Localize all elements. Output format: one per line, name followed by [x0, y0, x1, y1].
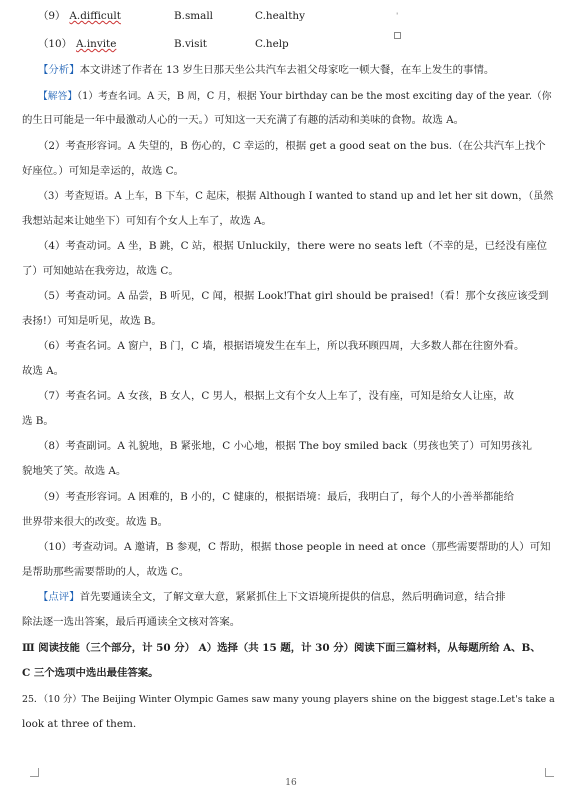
question-number: （9） [38, 10, 66, 22]
option-b-q9: B.small [174, 10, 213, 22]
answer-line: （10）考查动词。A 邀请，B 参观，C 帮助，根据 those people in need at once（那些需要帮助的人）可知 [38, 541, 551, 553]
answer-line: （6）考查名词。A 窗户，B 门，C 墙，根据语境发生在车上，所以我环顾四周，大多数人都在往窗外看。 [38, 340, 525, 352]
question-25-cont: look at three of them. [22, 718, 137, 730]
option-c-q9: C.healthy [255, 10, 305, 22]
crop-mark [545, 768, 554, 777]
answer-text: （1）考查名词。A 天，B 周，C 月，根据 Your birthday can be the most exciting day of the year.（你 [77, 91, 552, 102]
answer-line: （8）考查副词。A 礼貌地，B 紧张地，C 小心地，根据 The boy smiled back（男孩也笑了）可知男孩礼 [38, 440, 532, 452]
question-number: （10） [38, 38, 73, 50]
crop-mark [30, 768, 39, 777]
analysis-line [38, 64, 494, 77]
answer-line: 好座位。）可知是幸运的，故选 C。 [22, 165, 184, 177]
analysis-tag: 【分析】 [38, 64, 80, 76]
comment-line [38, 591, 506, 604]
answer-line: 的生日可能是一年中最激动人心的一天。）可知这一天充满了有趣的活动和美味的食物。故选 A。 [22, 114, 465, 126]
option-c-q10: C.help [255, 38, 289, 50]
answer-line: （2）考查形容词。A 失望的，B 伤心的，C 幸运的，根据 get a good seat on the bus.（在公共汽车上找个 [38, 140, 546, 152]
answer-line: （4）考查动词。A 坐，B 跳，C 站，根据 Unluckily，there were no seats left（不幸的是，已经没有座位 [38, 240, 548, 252]
answer-line: （9）考查形容词。A 困难的，B 小的，C 健康的，根据语境：最后，我明白了，每个人的小善举都能给 [38, 491, 515, 503]
answer-line: 选 B。 [22, 415, 54, 427]
option-row-q10 [38, 38, 116, 51]
section-heading: Ⅲ 阅读技能（三个部分，计 50 分） A）选择（共 15 题，计 30 分）阅读下面三篇材料，从每题所给 A、B、 [22, 642, 541, 654]
comment-tag: 【点评】 [38, 591, 80, 603]
answer-line: 故选 A。 [22, 365, 64, 377]
answer-tag: 【解答】 [38, 91, 78, 102]
analysis-text: 本文讲述了作者在 13 岁生日那天坐公共汽车去祖父母家吃一顿大餐，在车上发生的事情。 [79, 64, 495, 76]
answer-line: 我想站起来让她坐下）可知有个女人上车了，故选 A。 [22, 215, 272, 227]
comment-text: 首先要通读全文，了解文章大意，紧紧抓住上下文语境所提供的信息，然后明确词意，结合排 [79, 591, 506, 603]
option-row-q9 [38, 10, 121, 23]
answer-line: 表扬!）可知是听见，故选 B。 [22, 315, 162, 327]
anchor-box [394, 32, 401, 39]
answer-line: 貌地笑了笑。故选 A。 [22, 465, 127, 477]
option-a: A.difficult [69, 10, 121, 22]
answer-line [38, 90, 552, 103]
edit-mark: ˈ [396, 12, 399, 21]
answer-line: （7）考查名词。A 女孩，B 女人，C 男人，根据上文有个女人上车了，没有座，可知是给女人让座，故 [38, 390, 515, 402]
answer-line: （3）考查短语。A 上车，B 下车，C 起床，根据 Although I wanted to stand up and let her sit down，（虽然 [38, 191, 554, 202]
section-heading-2: C 三个选项中选出最佳答案。 [22, 667, 159, 679]
answer-line: 是帮助那些需要帮助的人，故选 C。 [22, 566, 190, 578]
option-a: A.invite [76, 38, 117, 50]
question-25: 25．（10 分）The Beijing Winter Olympic Games saw many young players shine on the biggest stage.Let's take a [22, 694, 555, 705]
answer-line: （5）考查动词。A 品尝，B 听见，C 闻，根据 Look!That girl should be praised!（看！那个女孩应该受到 [38, 290, 549, 302]
answer-line: 了）可知她站在我旁边，故选 C。 [22, 265, 179, 277]
page-number: 16 [285, 778, 297, 788]
answer-line: 世界带来很大的改变。故选 B。 [22, 516, 169, 528]
comment-line-2: 除法逐一选出答案，最后再通读全文核对答案。 [22, 616, 241, 628]
option-b-q10: B.visit [174, 38, 207, 50]
